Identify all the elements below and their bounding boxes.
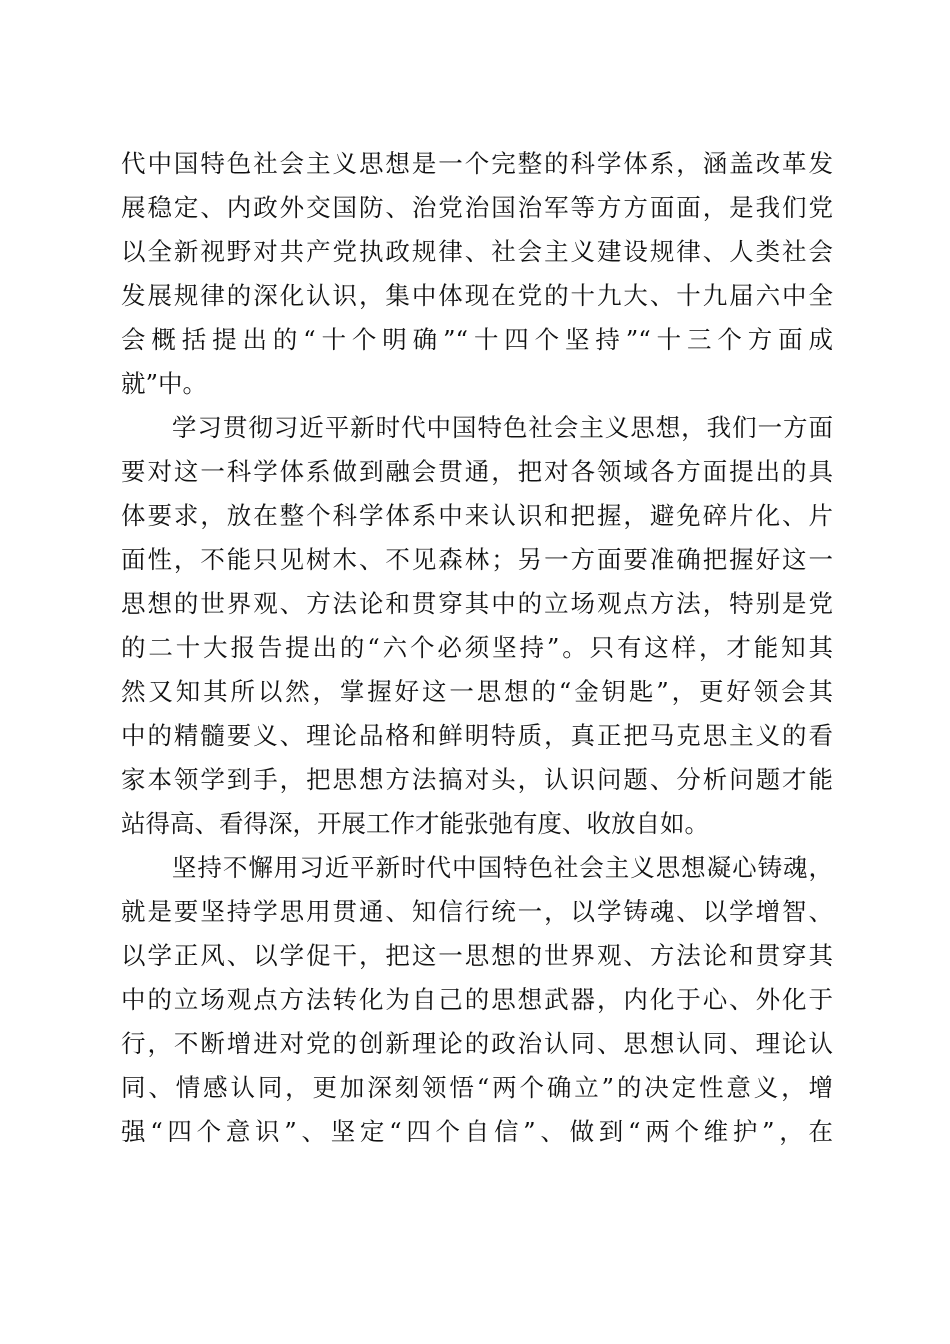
text-line: 同、情感认同，更加深刻领悟“两个确立”的决定性意义，增	[121, 1073, 833, 1102]
text-line: 中的立场观点方法转化为自己的思想武器，内化于心、外化于	[121, 985, 833, 1014]
text-line: 强“四个意识”、坚定“四个自信”、做到“两个维护”，在	[121, 1117, 833, 1146]
text-line: 中的精髓要义、理论品格和鲜明特质，真正把马克思主义的看	[121, 721, 833, 750]
text-line: 就是要坚持学思用贯通、知信行统一，以学铸魂、以学增智、	[121, 897, 833, 926]
text-line: 学习贯彻习近平新时代中国特色社会主义思想，我们一方面	[121, 413, 833, 442]
text-line: 以学正风、以学促干，把这一思想的世界观、方法论和贯穿其	[121, 941, 833, 970]
text-line: 以全新视野对共产党执政规律、社会主义建设规律、人类社会	[121, 237, 833, 266]
text-line: 面性，不能只见树木、不见森林；另一方面要准确把握好这一	[121, 545, 833, 574]
text-line: 展稳定、内政外交国防、治党治国治军等方方面面，是我们党	[121, 193, 833, 222]
text-line: 就”中。	[121, 369, 208, 398]
text-line: 要对这一科学体系做到融会贯通，把对各领域各方面提出的具	[121, 457, 833, 486]
text-line: 坚持不懈用习近平新时代中国特色社会主义思想凝心铸魂，	[121, 853, 833, 882]
text-line: 行，不断增进对党的创新理论的政治认同、思想认同、理论认	[121, 1029, 833, 1058]
text-line: 站得高、看得深，开展工作才能张弛有度、收放自如。	[121, 809, 709, 838]
text-line: 的二十大报告提出的“六个必须坚持”。只有这样，才能知其	[121, 633, 833, 662]
text-line: 会概括提出的“十个明确”“十四个坚持”“十三个方面成	[121, 325, 833, 354]
body-text	[121, 142, 833, 1154]
text-line: 然又知其所以然，掌握好这一思想的“金钥匙”，更好领会其	[121, 677, 833, 706]
text-line: 发展规律的深化认识，集中体现在党的十九大、十九届六中全	[121, 281, 833, 310]
text-line: 思想的世界观、方法论和贯穿其中的立场观点方法，特别是党	[121, 589, 833, 618]
text-line: 代中国特色社会主义思想是一个完整的科学体系，涵盖改革发	[121, 149, 833, 178]
text-line: 体要求，放在整个科学体系中来认识和把握，避免碎片化、片	[121, 501, 833, 530]
text-line: 家本领学到手，把思想方法搞对头，认识问题、分析问题才能	[121, 765, 833, 794]
